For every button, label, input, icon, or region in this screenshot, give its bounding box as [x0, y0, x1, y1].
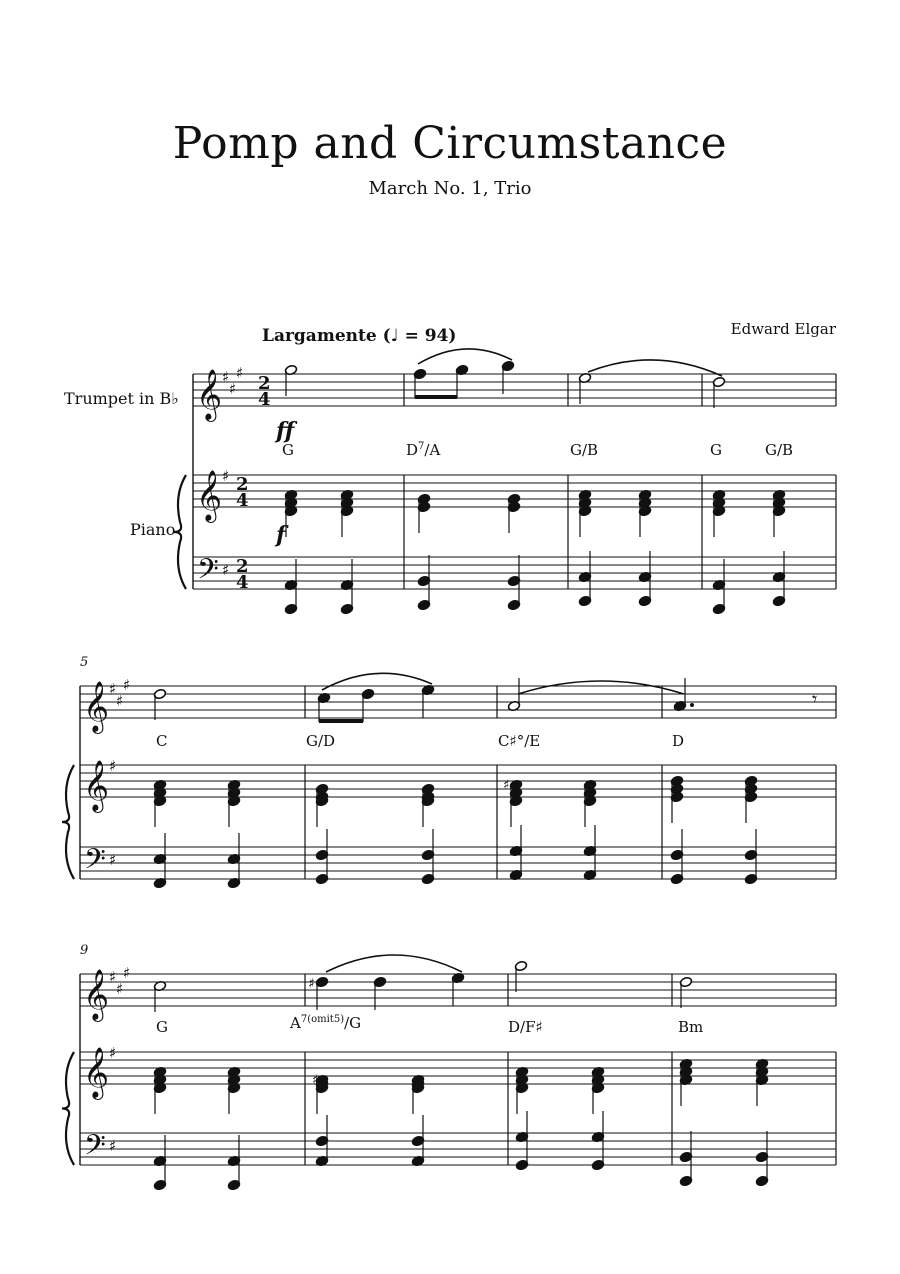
sharp-icon: ♯ — [109, 968, 117, 986]
treble-clef-icon: 𝄞 — [83, 681, 110, 732]
sharp-icon: ♯ — [116, 692, 124, 710]
sharp-icon: ♯ — [503, 778, 510, 793]
piano-brace — [174, 475, 186, 589]
chord-symbol: G/B — [570, 441, 599, 459]
sharp-icon: ♯ — [116, 980, 124, 998]
sharp-icon: ♯ — [109, 1137, 117, 1155]
quarter-note-icon: ♩ — [390, 326, 399, 346]
chord-symbol: $D^7/A$ — [406, 441, 441, 459]
eighth-rest-icon: 𝄾 — [812, 687, 818, 711]
bass-clef-icon: 𝄢 — [84, 843, 106, 883]
slur — [518, 681, 684, 694]
chord-symbol: $A^{7(omit5)}/G$ — [290, 1014, 362, 1032]
slur — [418, 349, 512, 364]
chord-symbol: G — [156, 1018, 168, 1036]
sharp-icon: ♯ — [222, 561, 230, 579]
time-signature-numerator: 2 — [258, 373, 271, 394]
measure-number: 9 — [80, 943, 89, 958]
trumpet-label: Trumpet in B♭ — [64, 389, 179, 408]
chord-symbol: C♯°/E — [498, 732, 541, 750]
sharp-icon: ♯ — [222, 467, 230, 485]
tempo-value: = 94) — [404, 326, 457, 346]
treble-clef-icon: 𝄞 — [83, 969, 110, 1020]
sharp-icon: ♯ — [123, 676, 131, 694]
note-beam — [319, 719, 363, 723]
piano-label: Piano — [130, 520, 176, 539]
chord-symbol: G — [710, 441, 722, 459]
slur — [326, 955, 462, 972]
sharp-icon: ♯ — [109, 1044, 117, 1062]
chord-symbol: D — [672, 732, 685, 750]
piano-dynamic: f — [276, 522, 286, 548]
note-beam — [415, 395, 457, 399]
chord-symbol: Bm — [678, 1018, 704, 1036]
dot — [690, 703, 694, 707]
treble-clef-icon: 𝄞 — [196, 470, 223, 521]
piano-brace — [62, 765, 74, 879]
sharp-icon: ♯ — [222, 368, 230, 386]
composer-name: Edward Elgar — [730, 320, 836, 338]
sharp-icon: ♯ — [308, 976, 315, 992]
chord-symbol: D/F♯ — [508, 1018, 543, 1036]
sharp-icon: ♯ — [312, 1073, 319, 1088]
piano-brace — [62, 1052, 74, 1165]
tempo-text: Largamente ( — [262, 326, 391, 346]
sharp-icon: ♯ — [229, 380, 237, 398]
trumpet-dynamic: ff — [276, 418, 295, 444]
time-signature-denominator: 4 — [236, 572, 249, 593]
time-signature-numerator: 2 — [236, 474, 249, 495]
sharp-icon: ♯ — [109, 851, 117, 869]
bass-clef-icon: 𝄢 — [197, 553, 219, 593]
score-title: Pomp and Circumstance — [172, 118, 728, 169]
treble-clef-icon: 𝄞 — [83, 1047, 110, 1098]
chord-symbol: G/D — [306, 732, 336, 750]
chord-symbol: G/B — [765, 441, 794, 459]
time-signature-numerator: 2 — [236, 556, 249, 577]
time-signature-denominator: 4 — [236, 490, 249, 511]
sharp-icon: ♯ — [109, 757, 117, 775]
sharp-icon: ♯ — [123, 964, 131, 982]
treble-clef-icon: 𝄞 — [83, 760, 110, 811]
sharp-icon: ♯ — [236, 364, 244, 382]
sharp-icon: ♯ — [109, 680, 117, 698]
chord-symbol: G — [282, 441, 294, 459]
slur — [322, 673, 432, 690]
time-signature-denominator: 4 — [258, 389, 271, 410]
score-subtitle: March No. 1, Trio — [368, 178, 532, 199]
measure-number: 5 — [80, 655, 89, 670]
chord-symbol: C — [156, 732, 168, 750]
bass-clef-icon: 𝄢 — [84, 1129, 106, 1169]
treble-clef-icon: 𝄞 — [196, 369, 223, 420]
